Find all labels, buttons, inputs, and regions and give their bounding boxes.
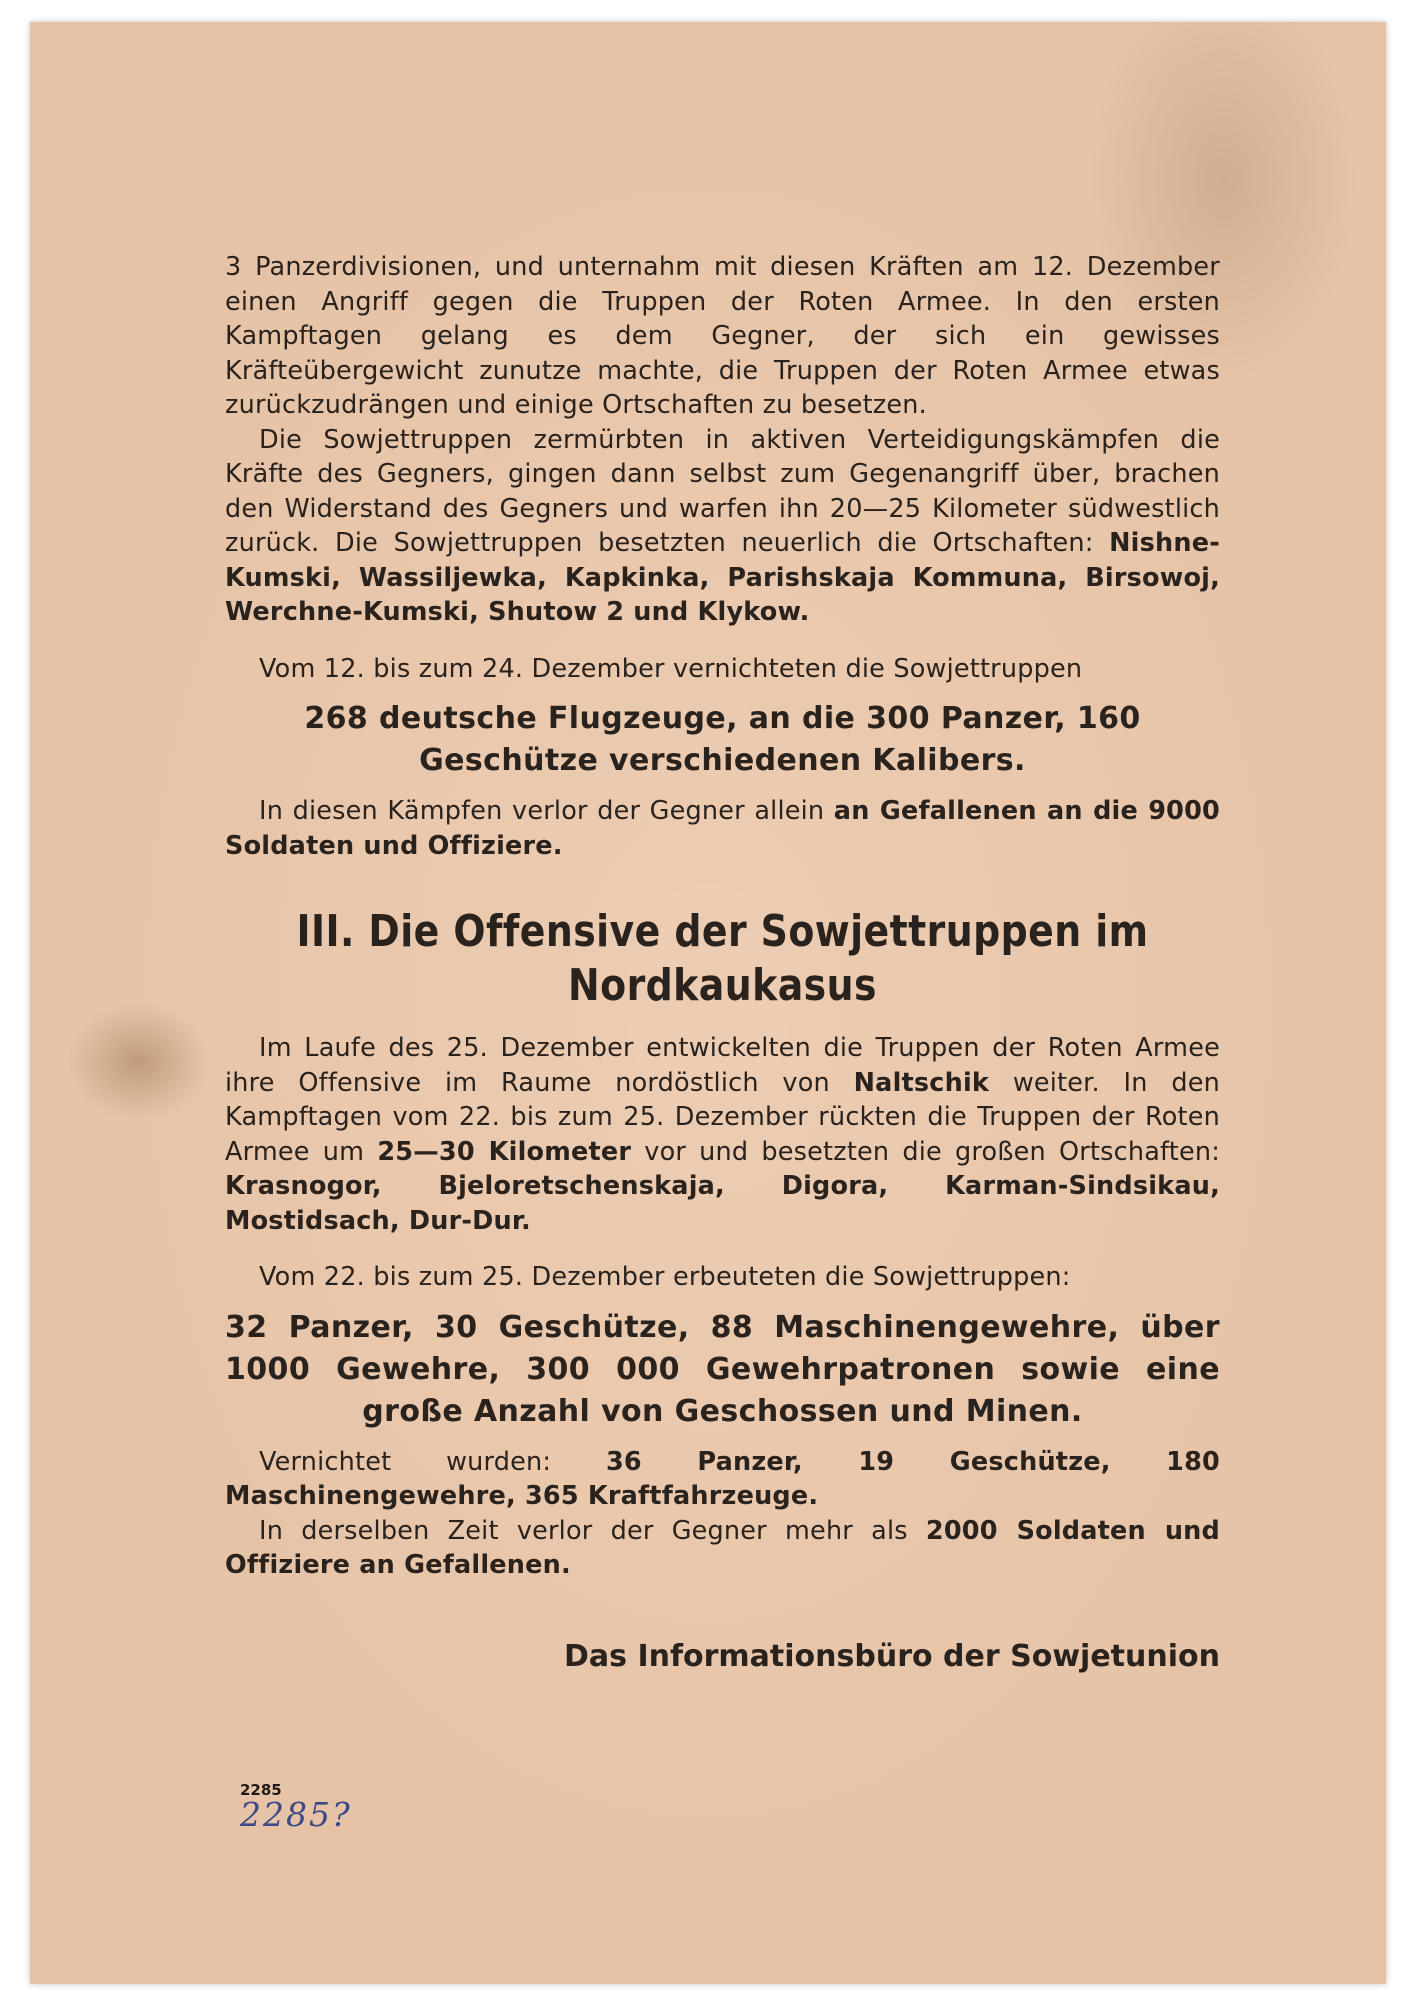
paragraph-destroyed-list xyxy=(225,1445,1220,1514)
offensive-places-list: Krasnogor, Bjeloretschenskaja, Digora, Karman-Sindsikau, Mostidsach, Dur-Dur. xyxy=(225,1171,1220,1236)
archive-number-handwritten: 2285? xyxy=(240,1795,352,1834)
leaflet-page xyxy=(30,22,1386,1984)
destroyed-list-label: Vernichtet wurden: xyxy=(259,1446,552,1477)
paragraph-offensive xyxy=(225,1031,1220,1238)
document-body xyxy=(225,250,1220,1677)
paragraph-intro-text: 3 Panzerdivisionen, und unternahm mit diesen Kräften am 12. Dezember einen Angriff gegen die Truppen der Roten Armee. In den ersten Kampftagen gelang es dem Gegner, der sich ein gewisses Kräfteübergewicht zunutze machte, die Truppen der Roten Armee etwas zurückzudrängen und einige Ortschaften zu besetzen. xyxy=(225,252,1220,420)
paragraph-destroyed-intro: Vom 12. bis zum 24. Dezember vernichteten die Sowjettruppen xyxy=(259,653,1083,684)
captured-equipment-highlight: 32 Panzer, 30 Geschütze, 88 Maschinengewehre, über 1000 Gewehre, 300 000 Gewehrpatronen sowie eine große Anzahl von Geschossen und Minen. xyxy=(225,1309,1220,1429)
paragraph-casualties xyxy=(225,1514,1220,1583)
liberated-places-list: Nishne-Kumski, Wassiljewka, Kapkinka, Parishskaja Kommuna, Birsowoj, Werchne-Kumski, Shutow 2 und Klykow. xyxy=(225,528,1220,627)
enemy-losses-text: In diesen Kämpfen verlor der Gegner allein xyxy=(259,796,825,826)
paragraph-enemy-losses xyxy=(225,794,1220,863)
archive-number-stamp: 2285 xyxy=(240,1781,282,1799)
destroyed-list-figures: 36 Panzer, 19 Geschütze, 180 Maschinengewehre, 365 Kraftfahrzeuge. xyxy=(225,1446,1220,1511)
paragraph-captured-intro: Vom 22. bis zum 25. Dezember erbeuteten die Sowjettruppen: xyxy=(259,1262,1071,1292)
offensive-distance: 25—30 Kilometer xyxy=(377,1136,632,1167)
casualties-text: In derselben Zeit verlor der Gegner mehr als xyxy=(259,1515,908,1546)
archive-number xyxy=(240,1782,352,1832)
signature-line: Das Informationsbüro der Sowjetunion xyxy=(564,1638,1220,1674)
enemy-losses-figure: an Gefallenen an die 9000 Soldaten und Offiziere. xyxy=(225,796,1221,861)
paragraph-intro xyxy=(225,250,1220,423)
section-heading: III. Die Offensive der Sowjettruppen im Nordkaukasus xyxy=(296,906,1149,1011)
paragraph-counterattack-text: Die Sowjettruppen zermürbten in aktiven Verteidigungskämpfen die Kräfte des Gegners, gingen dann selbst zum Gegenangriff über, brachen den Widerstand des Gegners und warfen ihn 20—25 Kilometer südwestlich zurück. Die Sowjettruppen besetzten neuerlich die Ortschaften: xyxy=(225,424,1220,558)
offensive-text-a: Im Laufe des 25. Dezember entwickelten die Truppen der Roten Armee ihre Offensive im Raume nordöstlich von xyxy=(225,1033,1220,1098)
paragraph-counterattack xyxy=(225,423,1220,630)
destroyed-equipment-highlight: 268 deutsche Flugzeuge, an die 300 Panzer, 160 Geschütze verschiedenen Kalibers. xyxy=(304,701,1141,778)
casualties-figure: 2000 Soldaten und Offiziere an Gefallenen. xyxy=(225,1515,1220,1580)
offensive-location: Naltschik xyxy=(853,1067,990,1098)
offensive-text-c: vor und besetzten die großen Ortschaften: xyxy=(644,1136,1220,1167)
offensive-text-b: weiter. In den Kampftagen vom 22. bis zum 25. Dezember rückten die Truppen der Roten Armee um xyxy=(225,1067,1221,1167)
